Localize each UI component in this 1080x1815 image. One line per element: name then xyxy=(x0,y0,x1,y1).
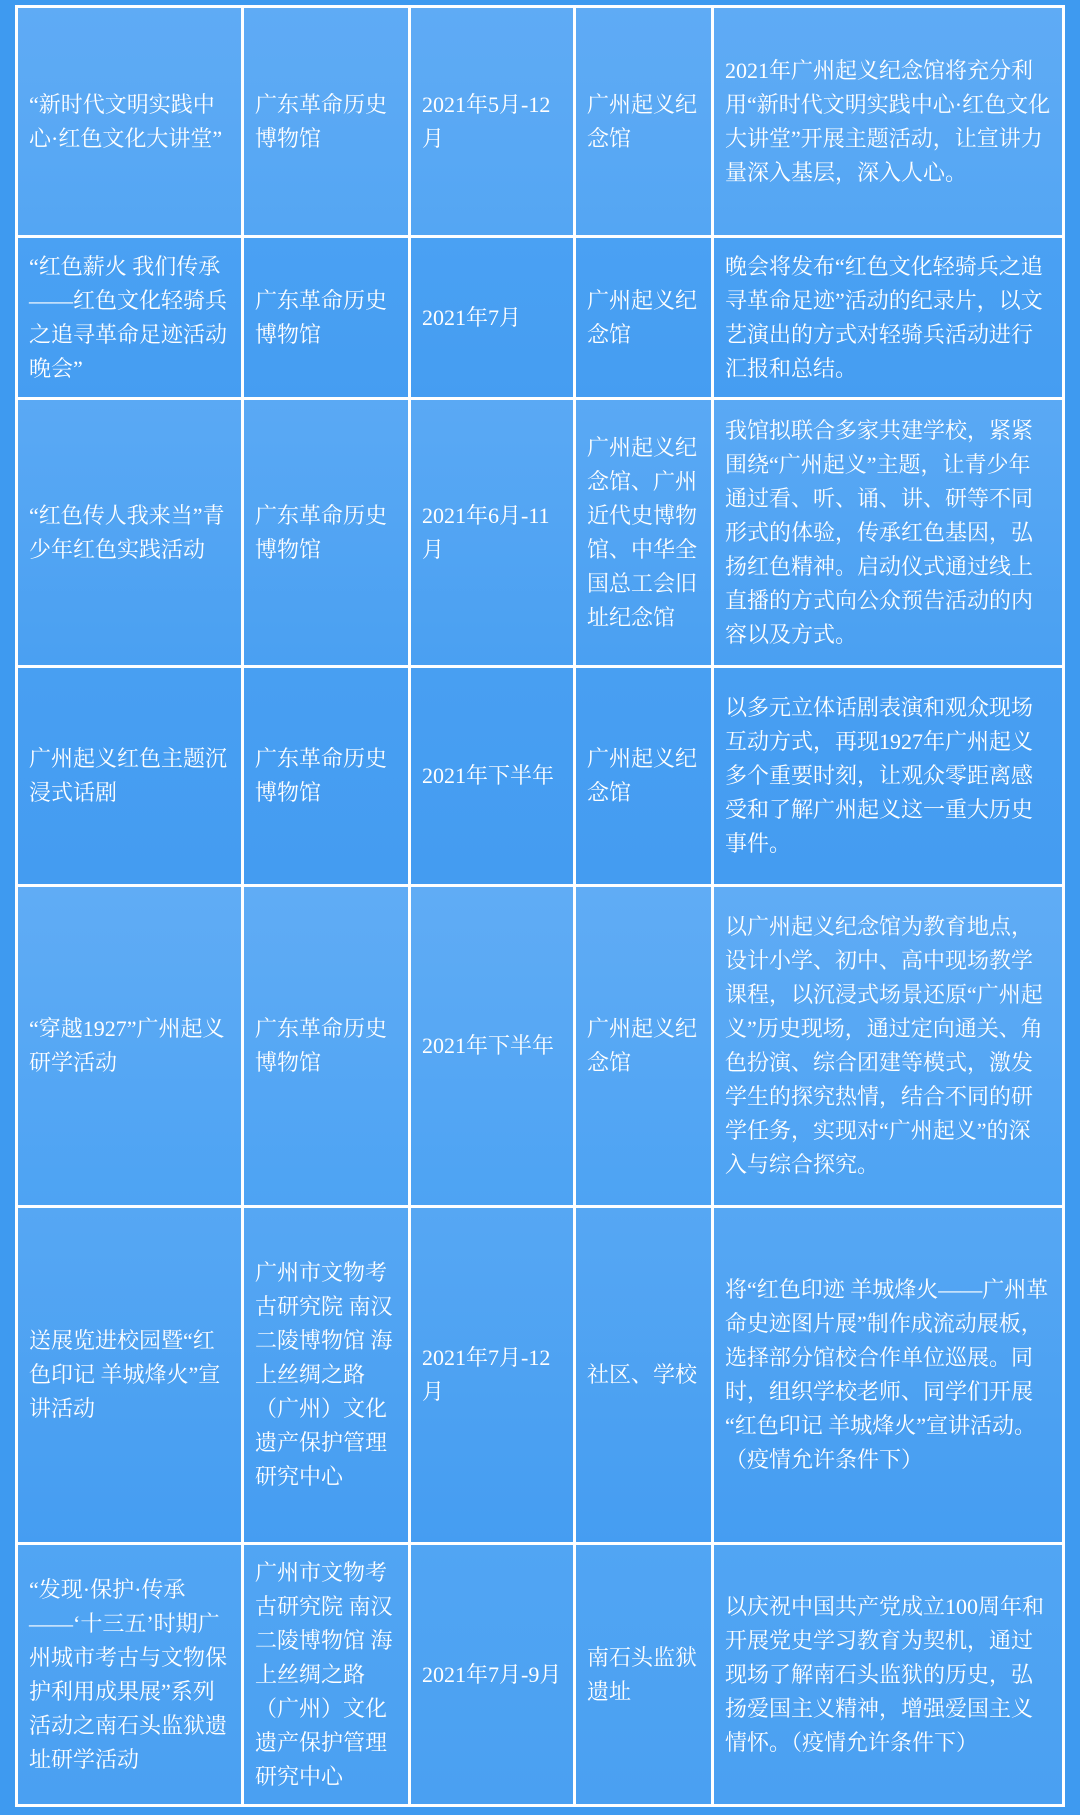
table-row xyxy=(17,237,1064,399)
cell-activity-name: 送展览进校园暨“红色印记 羊城烽火”宣讲活动 xyxy=(17,1207,243,1544)
cell-description: 以庆祝中国共产党成立100周年和开展党史学习教育为契机，通过现场了解南石头监狱的历史，弘扬爱国主义精神，增强爱国主义情怀。（疫情允许条件下） xyxy=(713,1544,1064,1806)
cell-location: 社区、学校 xyxy=(575,1207,713,1544)
cell-time: 2021年下半年 xyxy=(410,886,575,1207)
cell-location: 广州起义纪念馆、广州近代史博物馆、中华全国总工会旧址纪念馆 xyxy=(575,399,713,667)
cell-organizer: 广东革命历史博物馆 xyxy=(243,237,410,399)
cell-time: 2021年6月-11月 xyxy=(410,399,575,667)
cell-organizer: 广东革命历史博物馆 xyxy=(243,399,410,667)
cell-time: 2021年7月-12月 xyxy=(410,1207,575,1544)
cell-activity-name: “红色薪火 我们传承 ——红色文化轻骑兵之追寻革命足迹活动晚会” xyxy=(17,237,243,399)
cell-description: 晚会将发布“红色文化轻骑兵之追寻革命足迹”活动的纪录片，以文艺演出的方式对轻骑兵活动进行汇报和总结。 xyxy=(713,237,1064,399)
cell-location: 南石头监狱遗址 xyxy=(575,1544,713,1806)
cell-description: 我馆拟联合多家共建学校，紧紧围绕“广州起义”主题，让青少年通过看、听、诵、讲、研等不同形式的体验，传承红色基因，弘扬红色精神。启动仪式通过线上直播的方式向公众预告活动的内容以及方式。 xyxy=(713,399,1064,667)
cell-organizer: 广东革命历史博物馆 xyxy=(243,886,410,1207)
cell-organizer: 广东革命历史博物馆 xyxy=(243,667,410,886)
activities-table xyxy=(15,5,1065,1807)
cell-location: 广州起义纪念馆 xyxy=(575,667,713,886)
cell-activity-name: “新时代文明实践中心·红色文化大讲堂” xyxy=(17,7,243,237)
cell-activity-name: 广州起义红色主题沉浸式话剧 xyxy=(17,667,243,886)
cell-description: 以广州起义纪念馆为教育地点，设计小学、初中、高中现场教学课程，以沉浸式场景还原“广州起义”历史现场，通过定向通关、角色扮演、综合团建等模式，激发学生的探究热情，结合不同的研学任务，实现对“广州起义”的深入与综合探究。 xyxy=(713,886,1064,1207)
cell-activity-name: “穿越1927”广州起义研学活动 xyxy=(17,886,243,1207)
cell-activity-name: “红色传人我来当”青少年红色实践活动 xyxy=(17,399,243,667)
table-row xyxy=(17,1207,1064,1544)
cell-organizer: 广州市文物考古研究院 南汉二陵博物馆 海上丝绸之路（广州）文化遗产保护管理研究中心 xyxy=(243,1544,410,1806)
table-row xyxy=(17,886,1064,1207)
cell-time: 2021年下半年 xyxy=(410,667,575,886)
cell-activity-name: “发现·保护·传承——‘十三五’时期广州城市考古与文物保护利用成果展”系列活动之南石头监狱遗址研学活动 xyxy=(17,1544,243,1806)
table-row xyxy=(17,399,1064,667)
table-row xyxy=(17,667,1064,886)
cell-description: 2021年广州起义纪念馆将充分利用“新时代文明实践中心·红色文化大讲堂”开展主题活动，让宣讲力量深入基层，深入人心。 xyxy=(713,7,1064,237)
cell-description: 将“红色印迹 羊城烽火——广州革命史迹图片展”制作成流动展板，选择部分馆校合作单位巡展。同时，组织学校老师、同学们开展“红色印记 羊城烽火”宣讲活动。（疫情允许条件下） xyxy=(713,1207,1064,1544)
table-row xyxy=(17,7,1064,237)
cell-location: 广州起义纪念馆 xyxy=(575,7,713,237)
cell-location: 广州起义纪念馆 xyxy=(575,886,713,1207)
table-row xyxy=(17,1544,1064,1806)
cell-location: 广州起义纪念馆 xyxy=(575,237,713,399)
cell-organizer: 广州市文物考古研究院 南汉二陵博物馆 海上丝绸之路（广州）文化遗产保护管理研究中心 xyxy=(243,1207,410,1544)
cell-time: 2021年5月-12月 xyxy=(410,7,575,237)
cell-organizer: 广东革命历史博物馆 xyxy=(243,7,410,237)
cell-time: 2021年7月-9月 xyxy=(410,1544,575,1806)
cell-description: 以多元立体话剧表演和观众现场互动方式，再现1927年广州起义多个重要时刻，让观众零距离感受和了解广州起义这一重大历史事件。 xyxy=(713,667,1064,886)
cell-time: 2021年7月 xyxy=(410,237,575,399)
